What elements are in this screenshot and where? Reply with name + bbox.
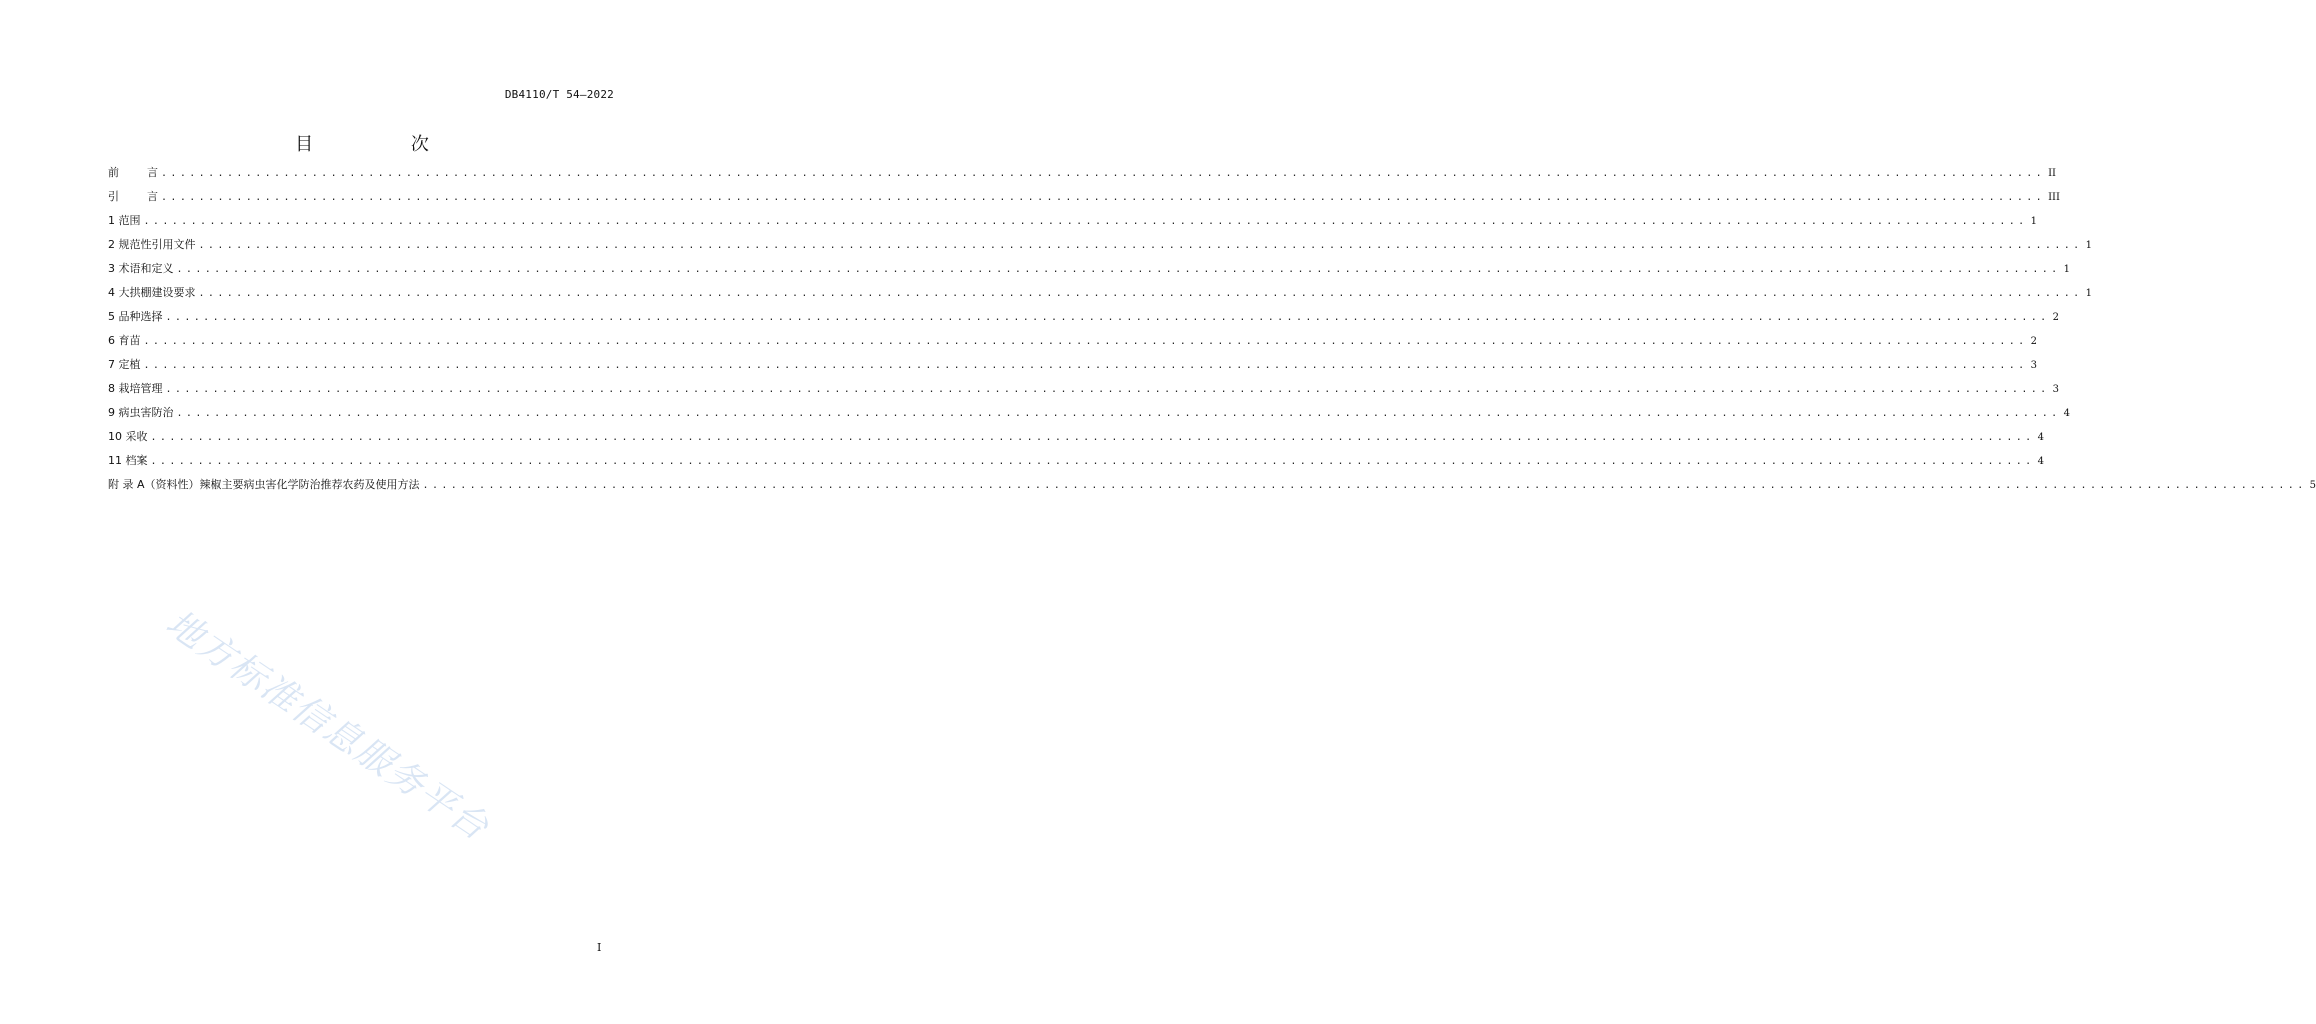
toc-entry-scope[interactable] — [108, 212, 2037, 236]
toc-leader-dots: ........................................................................................................................................................................................................ — [161, 192, 2046, 203]
table-of-contents — [108, 164, 2316, 500]
toc-entry-page: II — [2048, 168, 2057, 179]
toc-title: 目 次 — [295, 134, 475, 155]
watermark-text: 地方标准信息服务平台 — [158, 602, 497, 850]
toc-entry-label: 引 言 — [108, 190, 158, 203]
toc-entry-page: 4 — [2063, 408, 2070, 419]
toc-leader-dots: ........................................................................................................................................................................................................ — [143, 360, 2028, 371]
toc-entry-label: 11 档案 — [108, 454, 148, 467]
toc-leader-dots: ........................................................................................................................................................................................................ — [422, 480, 2307, 491]
toc-entry-page: 2 — [2030, 336, 2037, 347]
toc-leader-dots: ........................................................................................................................................................................................................ — [150, 432, 2035, 443]
toc-entry-cultivation[interactable] — [108, 380, 2059, 404]
toc-leader-dots: ........................................................................................................................................................................................................ — [176, 264, 2061, 275]
toc-entry-planting[interactable] — [108, 356, 2037, 380]
toc-entry-introduction[interactable] — [108, 188, 2060, 212]
toc-entry-label: 4 大拱棚建设要求 — [108, 286, 196, 299]
toc-entry-page: 1 — [2063, 264, 2070, 275]
toc-entry-greenhouse[interactable] — [108, 284, 2092, 308]
toc-entry-label: 9 病虫害防治 — [108, 406, 174, 419]
toc-entry-variety[interactable] — [108, 308, 2059, 332]
toc-entry-page: 2 — [2052, 312, 2059, 323]
toc-entry-label: 6 育苗 — [108, 334, 141, 347]
toc-entry-appendix-a[interactable] — [108, 476, 2316, 500]
toc-entry-page: 3 — [2052, 384, 2059, 395]
toc-leader-dots: ........................................................................................................................................................................................................ — [176, 408, 2061, 419]
toc-leader-dots: ........................................................................................................................................................................................................ — [161, 168, 2046, 179]
toc-entry-page: 5 — [2309, 480, 2316, 491]
page-number: I — [597, 941, 602, 954]
toc-entry-label: 2 规范性引用文件 — [108, 238, 196, 251]
toc-entry-harvest[interactable] — [108, 428, 2044, 452]
toc-entry-page: 1 — [2085, 288, 2092, 299]
toc-entry-page: 3 — [2030, 360, 2037, 371]
toc-entry-label: 3 术语和定义 — [108, 262, 174, 275]
toc-entry-page: III — [2048, 192, 2060, 203]
toc-entry-pest-control[interactable] — [108, 404, 2070, 428]
toc-entry-foreword[interactable] — [108, 164, 2057, 188]
toc-entry-page: 1 — [2030, 216, 2037, 227]
toc-leader-dots: ........................................................................................................................................................................................................ — [150, 456, 2035, 467]
toc-entry-normative-references[interactable] — [108, 236, 2092, 260]
toc-entry-page: 1 — [2085, 240, 2092, 251]
toc-entry-label: 前 言 — [108, 166, 158, 179]
toc-entry-label: 7 定植 — [108, 358, 141, 371]
toc-leader-dots: ........................................................................................................................................................................................................ — [165, 312, 2050, 323]
toc-leader-dots: ........................................................................................................................................................................................................ — [143, 336, 2028, 347]
toc-entry-records[interactable] — [108, 452, 2044, 476]
toc-leader-dots: ........................................................................................................................................................................................................ — [198, 288, 2083, 299]
toc-entry-page: 4 — [2037, 432, 2044, 443]
toc-entry-label: 1 范围 — [108, 214, 141, 227]
toc-leader-dots: ........................................................................................................................................................................................................ — [143, 216, 2028, 227]
toc-entry-seedling[interactable] — [108, 332, 2037, 356]
toc-leader-dots: ........................................................................................................................................................................................................ — [165, 384, 2050, 395]
toc-entry-terms[interactable] — [108, 260, 2070, 284]
toc-entry-label: 8 栽培管理 — [108, 382, 163, 395]
toc-entry-label: 附 录 A（资料性）辣椒主要病虫害化学防治推荐农药及使用方法 — [108, 478, 420, 491]
toc-entry-page: 4 — [2037, 456, 2044, 467]
toc-leader-dots: ........................................................................................................................................................................................................ — [198, 240, 2083, 251]
toc-entry-label: 5 品种选择 — [108, 310, 163, 323]
toc-entry-label: 10 采收 — [108, 430, 148, 443]
document-code: DB4110/T 54—2022 — [504, 88, 614, 101]
